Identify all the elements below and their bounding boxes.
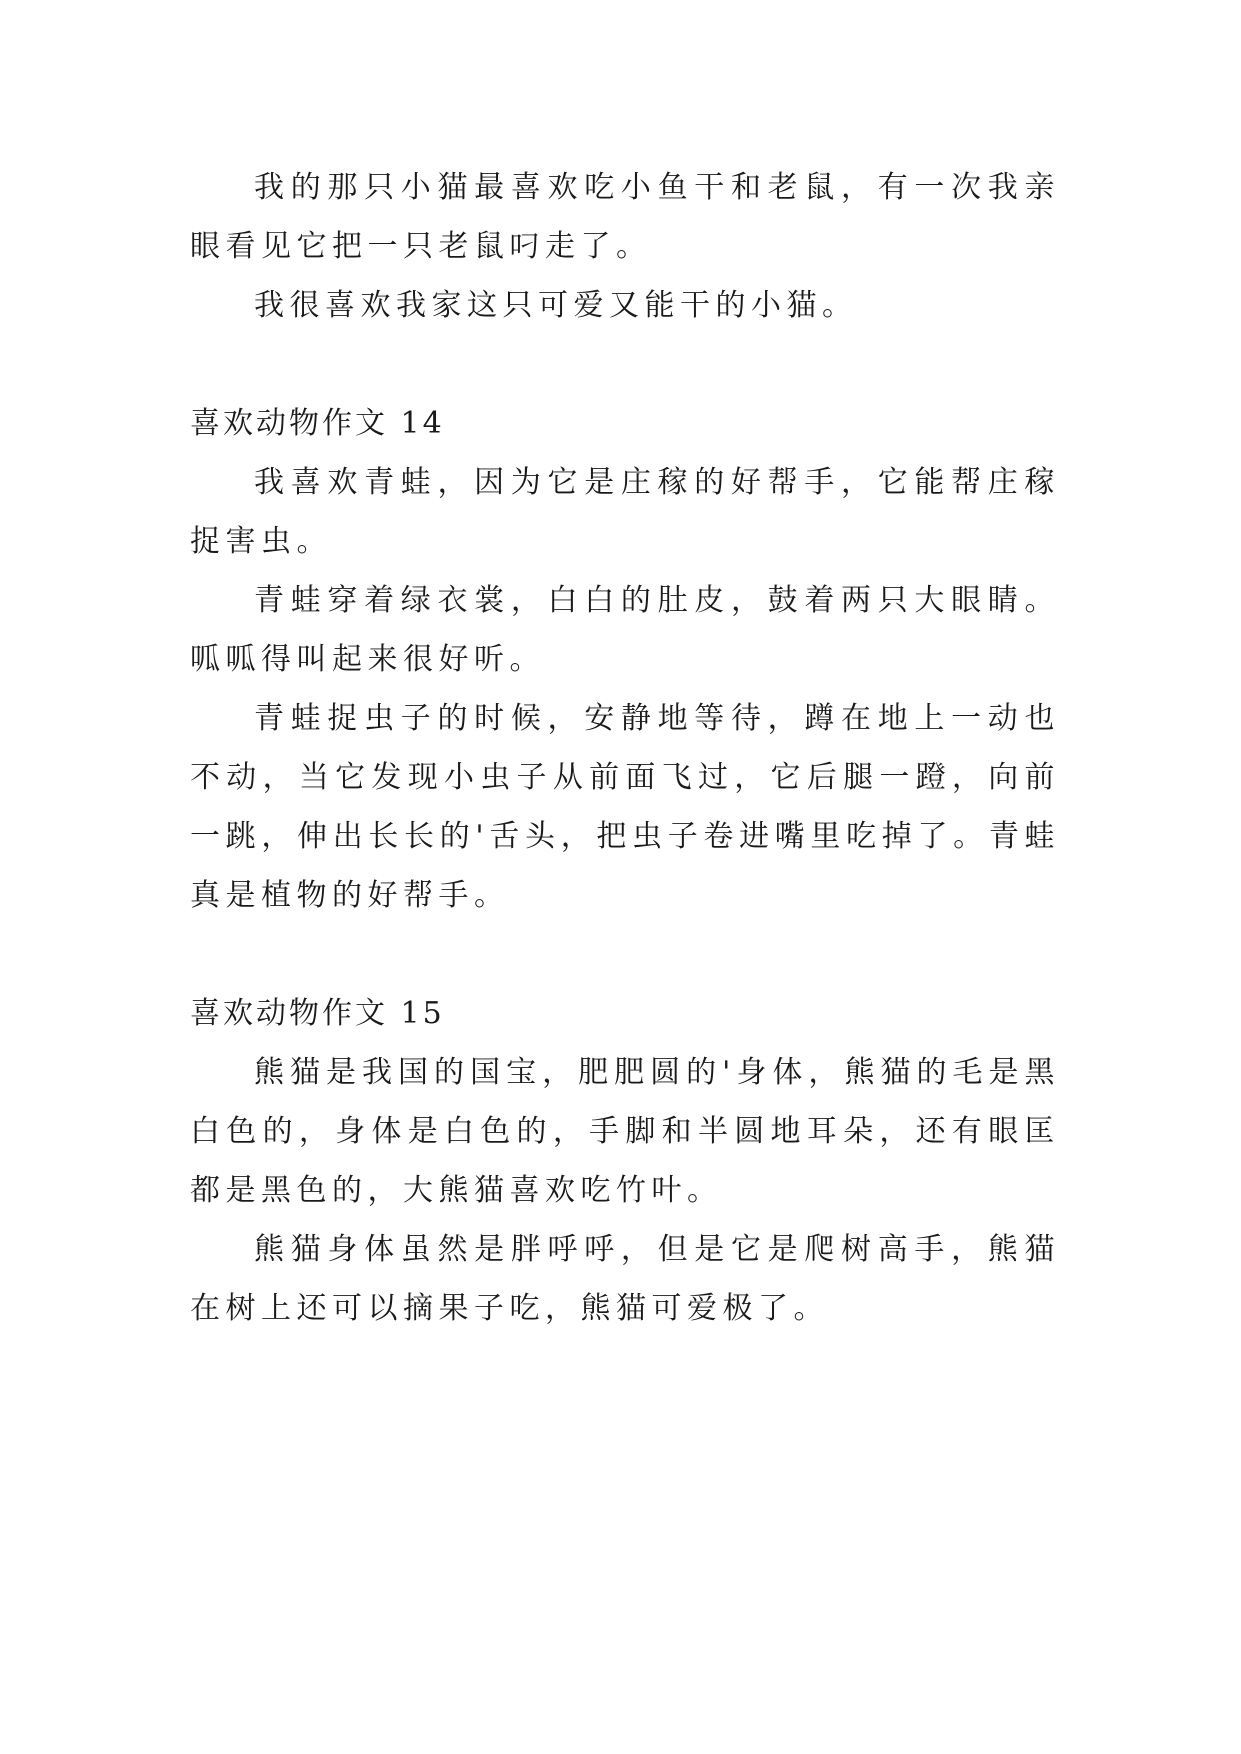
section-spacer [190,335,1060,394]
section-title: 喜欢动物作文 15 [190,996,445,1031]
paragraph: 我的那只小猫最喜欢吃小鱼干和老鼠，有一次我亲眼看见它把一只老鼠叼走了。 [190,170,1060,264]
section-title: 喜欢动物作文 14 [190,406,445,441]
paragraph: 我喜欢青蛙，因为它是庄稼的好帮手，它能帮庄稼捉害虫。 [190,465,1060,559]
paragraph: 青蛙捉虫子的时候，安静地等待，蹲在地上一动也不动，当它发现小虫子从前面飞过，它后腿一蹬，向前一跳，伸出长长的'舌头，把虫子卷进嘴里吃掉了。青蛙真是植物的好帮手。 [190,701,1060,913]
paragraph: 青蛙穿着绿衣裳，白白的肚皮，鼓着两只大眼睛。呱呱得叫起来很好听。 [190,583,1060,677]
paragraph: 我很喜欢我家这只可爱又能干的小猫。 [254,288,858,323]
document-body [190,158,1060,1338]
paragraph: 熊猫身体虽然是胖呼呼，但是它是爬树高手，熊猫在树上还可以摘果子吃，熊猫可爱极了。 [190,1232,1060,1326]
section-spacer [190,925,1060,984]
paragraph: 熊猫是我国的国宝，肥肥圆的'身体，熊猫的毛是黑白色的，身体是白色的，手脚和半圆地耳朵，还有眼匡都是黑色的，大熊猫喜欢吃竹叶。 [190,1055,1060,1208]
